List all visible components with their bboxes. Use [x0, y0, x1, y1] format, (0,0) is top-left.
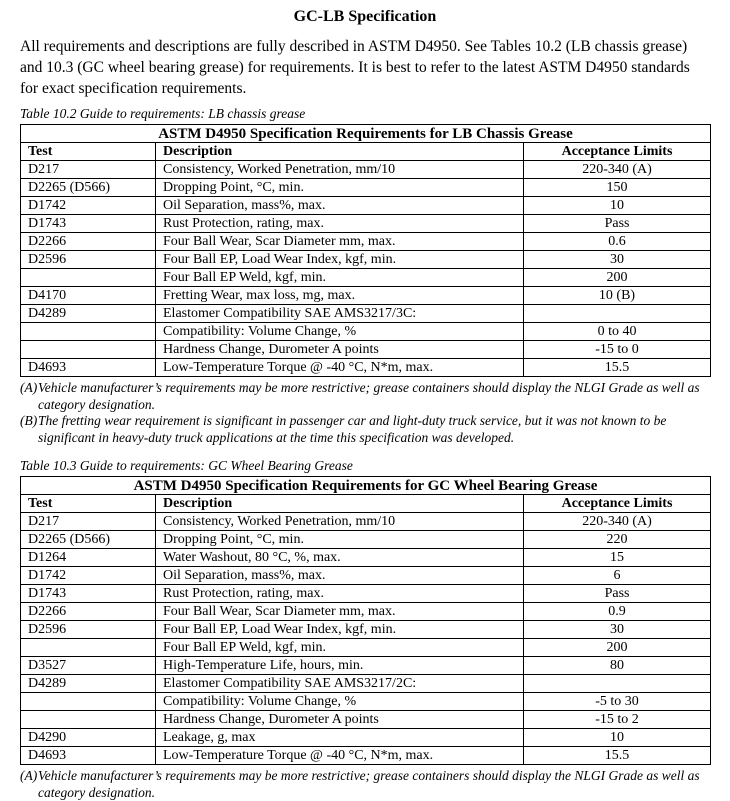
- test-cell: D4170: [21, 287, 156, 305]
- description-cell: Leakage, g, max: [156, 729, 524, 747]
- table-10-3: [20, 476, 711, 765]
- test-cell: D1264: [21, 549, 156, 567]
- acceptance-limit-cell: 220: [524, 531, 711, 549]
- table-row: [21, 287, 711, 305]
- column-header-test: Test: [21, 495, 156, 513]
- test-cell: [21, 693, 156, 711]
- table-row: [21, 567, 711, 585]
- table-title-row: [21, 477, 711, 495]
- acceptance-limit-cell: Pass: [524, 215, 711, 233]
- table-header-row: [21, 495, 711, 513]
- test-cell: D4693: [21, 359, 156, 377]
- table-10-2-footnotes: [20, 380, 710, 446]
- column-header-acceptance-limits: Acceptance Limits: [524, 143, 711, 161]
- acceptance-limit-cell: -15 to 2: [524, 711, 711, 729]
- description-cell: Consistency, Worked Penetration, mm/10: [156, 161, 524, 179]
- table-title: ASTM D4950 Specification Requirements for LB Chassis Grease: [21, 125, 711, 143]
- column-header-description: Description: [156, 495, 524, 513]
- acceptance-limit-cell: 30: [524, 251, 711, 269]
- test-cell: D1742: [21, 567, 156, 585]
- table-row: [21, 621, 711, 639]
- table-row: [21, 603, 711, 621]
- column-header-description: Description: [156, 143, 524, 161]
- table-row: [21, 341, 711, 359]
- description-cell: Oil Separation, mass%, max.: [156, 567, 524, 585]
- test-cell: D217: [21, 161, 156, 179]
- description-cell: Water Washout, 80 °C, %, max.: [156, 549, 524, 567]
- intro-paragraph: All requirements and descriptions are fully described in ASTM D4950. See Tables 10.2 (LB chassis grease) and 10.3 (GC wheel bearing grease) for requirements. It is best to refer to the latest ASTM D4950 standards for exact specification requirements.: [20, 38, 690, 97]
- acceptance-limit-cell: [524, 675, 711, 693]
- page-title: GC-LB Specification: [293, 8, 437, 25]
- acceptance-limit-cell: 0 to 40: [524, 323, 711, 341]
- description-cell: Four Ball EP Weld, kgf, min.: [156, 269, 524, 287]
- table-10-2-caption: Table 10.2 Guide to requirements: LB chassis grease: [20, 106, 306, 121]
- table-title-row: [21, 125, 711, 143]
- description-cell: Low-Temperature Torque @ -40 °C, N*m, max.: [156, 747, 524, 765]
- table-row: [21, 161, 711, 179]
- acceptance-limit-cell: 220-340 (A): [524, 513, 711, 531]
- acceptance-limit-cell: 6: [524, 567, 711, 585]
- acceptance-limit-cell: 15: [524, 549, 711, 567]
- footnote: [20, 380, 710, 413]
- table-10-2: [20, 124, 711, 377]
- test-cell: D4693: [21, 747, 156, 765]
- acceptance-limit-cell: 30: [524, 621, 711, 639]
- acceptance-limit-cell: 0.6: [524, 233, 711, 251]
- test-cell: [21, 323, 156, 341]
- acceptance-limit-cell: -5 to 30: [524, 693, 711, 711]
- test-cell: [21, 341, 156, 359]
- test-cell: D4290: [21, 729, 156, 747]
- column-header-acceptance-limits: Acceptance Limits: [524, 495, 711, 513]
- table-row: [21, 747, 711, 765]
- acceptance-limit-cell: 0.9: [524, 603, 711, 621]
- test-cell: D1742: [21, 197, 156, 215]
- table-10-3-caption: Table 10.3 Guide to requirements: GC Wheel Bearing Grease: [20, 458, 353, 473]
- test-cell: D2265 (D566): [21, 531, 156, 549]
- acceptance-limit-cell: 15.5: [524, 747, 711, 765]
- acceptance-limit-cell: 150: [524, 179, 711, 197]
- table-row: [21, 233, 711, 251]
- footnote-label: (A): [20, 380, 38, 395]
- footnote-label: (A): [20, 768, 38, 783]
- test-cell: [21, 711, 156, 729]
- table-row: [21, 359, 711, 377]
- acceptance-limit-cell: [524, 305, 711, 323]
- table-row: [21, 513, 711, 531]
- acceptance-limit-cell: 15.5: [524, 359, 711, 377]
- acceptance-limit-cell: 200: [524, 639, 711, 657]
- footnote: [20, 768, 710, 801]
- description-cell: Rust Protection, rating, max.: [156, 215, 524, 233]
- test-cell: D4289: [21, 305, 156, 323]
- test-cell: D3527: [21, 657, 156, 675]
- table-title: ASTM D4950 Specification Requirements for GC Wheel Bearing Grease: [21, 477, 711, 495]
- description-cell: Four Ball EP, Load Wear Index, kgf, min.: [156, 621, 524, 639]
- footnote-text: Vehicle manufacturer’s requirements may be more restrictive; grease containers should display the NLGI Grade as well as category designation.: [38, 380, 700, 412]
- description-cell: Elastomer Compatibility SAE AMS3217/3C:: [156, 305, 524, 323]
- description-cell: Oil Separation, mass%, max.: [156, 197, 524, 215]
- table-row: [21, 323, 711, 341]
- description-cell: Four Ball EP Weld, kgf, min.: [156, 639, 524, 657]
- description-cell: Dropping Point, °C, min.: [156, 179, 524, 197]
- table-row: [21, 639, 711, 657]
- acceptance-limit-cell: 80: [524, 657, 711, 675]
- description-cell: Compatibility: Volume Change, %: [156, 323, 524, 341]
- table-row: [21, 711, 711, 729]
- test-cell: D2265 (D566): [21, 179, 156, 197]
- table-row: [21, 215, 711, 233]
- test-cell: [21, 639, 156, 657]
- description-cell: Dropping Point, °C, min.: [156, 531, 524, 549]
- table-row: [21, 657, 711, 675]
- table-row: [21, 269, 711, 287]
- table-10-3-footnotes: [20, 768, 710, 801]
- table-row: [21, 531, 711, 549]
- table-header-row: [21, 143, 711, 161]
- table-row: [21, 585, 711, 603]
- acceptance-limit-cell: 200: [524, 269, 711, 287]
- test-cell: D2596: [21, 621, 156, 639]
- test-cell: D2266: [21, 233, 156, 251]
- test-cell: D2596: [21, 251, 156, 269]
- acceptance-limit-cell: 10: [524, 729, 711, 747]
- description-cell: High-Temperature Life, hours, min.: [156, 657, 524, 675]
- description-cell: Compatibility: Volume Change, %: [156, 693, 524, 711]
- description-cell: Hardness Change, Durometer A points: [156, 341, 524, 359]
- table-row: [21, 305, 711, 323]
- acceptance-limit-cell: 10 (B): [524, 287, 711, 305]
- description-cell: Four Ball Wear, Scar Diameter mm, max.: [156, 603, 524, 621]
- footnote-text: Vehicle manufacturer’s requirements may be more restrictive; grease containers should display the NLGI Grade as well as category designation.: [38, 768, 700, 800]
- table-row: [21, 675, 711, 693]
- description-cell: Rust Protection, rating, max.: [156, 585, 524, 603]
- description-cell: Elastomer Compatibility SAE AMS3217/2C:: [156, 675, 524, 693]
- column-header-test: Test: [21, 143, 156, 161]
- footnote: [20, 413, 710, 446]
- description-cell: Low-Temperature Torque @ -40 °C, N*m, max.: [156, 359, 524, 377]
- table-row: [21, 549, 711, 567]
- description-cell: Fretting Wear, max loss, mg, max.: [156, 287, 524, 305]
- test-cell: [21, 269, 156, 287]
- test-cell: D2266: [21, 603, 156, 621]
- description-cell: Four Ball Wear, Scar Diameter mm, max.: [156, 233, 524, 251]
- table-row: [21, 729, 711, 747]
- table-row: [21, 197, 711, 215]
- acceptance-limit-cell: 10: [524, 197, 711, 215]
- test-cell: D1743: [21, 585, 156, 603]
- footnote-label: (B): [20, 413, 38, 428]
- acceptance-limit-cell: -15 to 0: [524, 341, 711, 359]
- footnote-text: The fretting wear requirement is significant in passenger car and light-duty truck service, but it was not known to be significant in heavy-duty truck applications at the time this specification was developed.: [38, 413, 667, 445]
- description-cell: Consistency, Worked Penetration, mm/10: [156, 513, 524, 531]
- table-row: [21, 693, 711, 711]
- table-row: [21, 251, 711, 269]
- table-row: [21, 179, 711, 197]
- description-cell: Hardness Change, Durometer A points: [156, 711, 524, 729]
- acceptance-limit-cell: 220-340 (A): [524, 161, 711, 179]
- test-cell: D1743: [21, 215, 156, 233]
- test-cell: D217: [21, 513, 156, 531]
- acceptance-limit-cell: Pass: [524, 585, 711, 603]
- description-cell: Four Ball EP, Load Wear Index, kgf, min.: [156, 251, 524, 269]
- test-cell: D4289: [21, 675, 156, 693]
